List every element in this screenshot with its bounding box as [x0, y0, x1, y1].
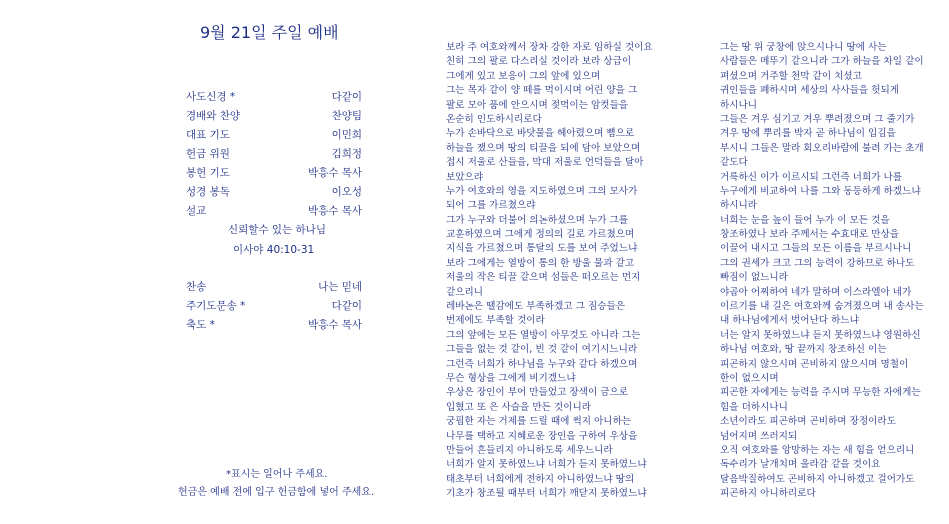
- order-item-value: 김희정: [331, 148, 362, 160]
- scripture-line: 너희가 알지 못하였느냐 너희가 듣지 못하였느냐: [446, 459, 647, 471]
- scripture-line: 보았으랴: [446, 171, 484, 183]
- scripture-line: 온순히 인도하시리로다: [446, 113, 542, 125]
- scripture-line: 피곤하지 아니하리로다: [720, 488, 816, 500]
- scripture-line: 그들을 없는 것 같이, 빈 것 같이 여기시느니라: [446, 344, 638, 356]
- scripture-line: 힘을 더하시나니: [720, 401, 788, 413]
- scripture-line: 야곱아 어찌하여 네가 말하며 이스라엘아 네가: [720, 286, 912, 298]
- scripture-line: 누가 여호와의 영을 지도하였으며 그의 모사가: [446, 185, 638, 197]
- offering-note: 헌금은 예배 전에 입구 헌금함에 넣어 주세요.: [178, 487, 375, 498]
- scripture-line: 이르기를 내 길은 여호와께 숨겨졌으며 내 송사는: [720, 301, 924, 313]
- order-item-label: 대표 기도: [186, 129, 230, 141]
- order-item-value: 이오성: [331, 186, 362, 198]
- scripture-line: 이끌어 내시고 그들의 모든 이름을 부르시나니: [720, 243, 912, 255]
- scripture-line: 거룩하신 이가 이르시되 그런즉 너희가 나를: [720, 171, 903, 183]
- scripture-line: 레바논은 땔감에도 부족하겠고 그 짐승들은: [446, 301, 626, 313]
- scripture-line: 팔로 모아 품에 안으시며 젖먹이는 암컷들을: [446, 99, 629, 111]
- order-item-hymn: [186, 279, 362, 297]
- scripture-line: 한이 없으시며: [720, 372, 779, 384]
- scripture-line: 겨우 땅에 뿌리를 박자 곧 하나님이 입김을: [720, 128, 896, 140]
- scripture-line: 누구에게 비교하여 나를 그와 동등하게 하겠느냐: [720, 185, 921, 197]
- scripture-line: 하시나니: [720, 99, 758, 111]
- order-item-value: 박흥수 목사: [307, 319, 362, 331]
- order-item-value: 이민희: [331, 129, 362, 141]
- order-item-benediction: [186, 317, 362, 335]
- scripture-line: 하늘을 쟀으며 땅의 티끌을 되에 담아 보았으며: [446, 142, 641, 154]
- sermon-reference: 이사야 40:10-31: [233, 244, 315, 256]
- order-item-scripture-reading: [186, 184, 362, 202]
- order-item-label: 봉헌 기도: [186, 167, 230, 179]
- scripture-line: 친히 그의 팔로 다스리실 것이라 보라 상급이: [446, 56, 632, 68]
- order-item-apostles-creed: [186, 89, 362, 107]
- page-title: 9월 21일 주일 예배: [200, 23, 339, 42]
- scripture-line: 지식을 가르쳤으며 통달의 도를 보여 주었느냐: [446, 243, 638, 255]
- scripture-line: 교훈하였으며 그에게 정의의 길로 가르쳤으며: [446, 229, 635, 241]
- order-item-value: 나는 믿네: [318, 281, 362, 293]
- scripture-line: 하시니라: [720, 200, 758, 212]
- scripture-line: 입혔고 또 은 사슬을 만든 것이니라: [446, 401, 591, 413]
- scripture-line: 만들어 흔들리지 아니하도록 세우느니라: [446, 444, 613, 456]
- scripture-line: 하나님 여호와, 땅 끝까지 창조하신 이는: [720, 344, 887, 356]
- scripture-line: 되어 그를 가르쳤으랴: [446, 200, 536, 212]
- scripture-line: 피곤하지 않으시며 곤비하지 않으시며 명철이: [720, 358, 909, 370]
- scripture-column-right: [720, 41, 924, 502]
- order-item-value: 박흥수 목사: [307, 205, 362, 217]
- scripture-line: 궁핍한 자는 거제를 드릴 때에 썩지 아니하는: [446, 416, 632, 428]
- order-item-label: 경배와 찬양: [186, 110, 241, 122]
- scripture-line: 보라 그에게는 열방이 통의 한 방울 물과 같고: [446, 257, 635, 269]
- order-item-value: 찬양팀: [331, 110, 362, 122]
- scripture-line: 그의 앞에는 모든 열방이 아무것도 아니라 그는: [446, 329, 641, 341]
- scripture-line: 펴셨으며 거주할 천막 같이 치셨고: [720, 70, 862, 82]
- order-item-label: 설교: [186, 205, 207, 217]
- scripture-line: 그는 땅 위 궁창에 앉으시나니 땅에 사는: [720, 42, 887, 53]
- order-item-prayer: [186, 127, 362, 145]
- scripture-line: 그가 누구와 더불어 의논하셨으며 누가 그를: [446, 214, 629, 226]
- order-item-praise: [186, 108, 362, 126]
- scripture-line: 무슨 형상을 그에게 비기겠느냐: [446, 372, 576, 384]
- scripture-line: 우상은 장인이 부어 만들었고 장색이 금으로: [446, 387, 629, 399]
- scripture-column-left: [446, 41, 653, 502]
- scripture-line: 달음박질하여도 곤비하지 아니하겠고 걸어가도: [720, 473, 915, 485]
- scripture-line: 나무를 택하고 지혜로운 장인을 구하여 우상을: [446, 430, 638, 442]
- scripture-line: 너희는 눈을 높이 들어 누가 이 모든 것을: [720, 214, 890, 226]
- order-item-label: 축도 *: [186, 319, 215, 331]
- scripture-line: 그의 권세가 크고 그의 능력이 강하므로 하나도: [720, 257, 915, 269]
- order-item-value: 다같이: [331, 300, 362, 312]
- scripture-line: 기초가 창조될 때부터 너희가 깨닫지 못하였느냐: [446, 488, 647, 500]
- scripture-line: 태초부터 너희에게 전하지 아니하였느냐 땅의: [446, 473, 635, 485]
- order-item-offering-committee: [186, 146, 362, 164]
- scripture-line: 피곤한 자에게는 능력을 주시며 무능한 자에게는: [720, 387, 921, 399]
- order-item-label: 헌금 위원: [186, 148, 230, 160]
- scripture-line: 빠짐이 없느니라: [720, 272, 788, 284]
- scripture-line: 부시니 그들은 말라 회오리바람에 불려 가는 초개: [720, 142, 924, 154]
- scripture-line: 누가 손바닥으로 바닷물을 헤아렸으며 뼘으로: [446, 128, 635, 140]
- order-item-label: 주기도문송 *: [186, 300, 246, 312]
- order-item-value: 다같이: [331, 91, 362, 103]
- scripture-line: 귀인들을 폐하시며 세상의 사사들을 헛되게: [720, 85, 900, 97]
- scripture-line: 사람들은 메뚜기 같으니라 그가 하늘을 차일 같이: [720, 56, 924, 68]
- order-item-label: 성경 봉독: [186, 186, 230, 198]
- scripture-line: 오직 여호와를 앙망하는 자는 새 힘을 얻으리니: [720, 444, 915, 456]
- scripture-line: 그에게 있고 보응이 그의 앞에 있으며: [446, 70, 601, 82]
- scripture-line: 그런즉 너희가 하나님을 누구와 같다 하겠으며: [446, 358, 638, 370]
- scripture-line: 독수리가 날개치며 올라감 같을 것이요: [720, 459, 881, 471]
- scripture-line: 내 하나님에게서 벗어난다 하느냐: [720, 315, 859, 327]
- scripture-line: 너는 알지 못하였느냐 듣지 못하였느냐 영원하신: [720, 329, 921, 341]
- sermon-title: 신뢰할수 있는 하나님: [228, 224, 326, 236]
- order-item-value: 박흥수 목사: [307, 167, 362, 179]
- scripture-line: 같으리니: [446, 286, 484, 298]
- order-item-sermon: [186, 203, 362, 221]
- order-item-label: 사도신경 *: [186, 91, 236, 103]
- stand-note: *표시는 일어나 주세요.: [226, 469, 328, 480]
- scripture-line: 같도다: [720, 157, 748, 169]
- scripture-line: 넘어지며 쓰러지되: [720, 430, 798, 442]
- scripture-line: 그들은 겨우 심기고 겨우 뿌려졌으며 그 줄기가: [720, 113, 915, 125]
- scripture-line: 소년이라도 피곤하며 곤비하며 장정이라도: [720, 416, 896, 428]
- order-item-offering-prayer: [186, 165, 362, 183]
- order-item-label: 찬송: [186, 281, 207, 293]
- order-item-lords-prayer: [186, 298, 362, 316]
- scripture-line: 번제에도 부족할 것이라: [446, 315, 545, 327]
- scripture-line: 저울의 작은 티끌 같으며 섬들은 떠오르는 먼지: [446, 272, 641, 284]
- scripture-line: 창조하였나 보라 주께서는 수효대로 만상을: [720, 229, 900, 241]
- scripture-line: 접시 저울로 산들을, 막대 저울로 언덕들을 달아: [446, 157, 644, 169]
- scripture-line: 보라 주 여호와께서 장차 강한 자로 임하실 것이요: [446, 42, 653, 53]
- scripture-line: 그는 목자 같이 양 떼를 먹이시며 어린 양을 그: [446, 85, 638, 97]
